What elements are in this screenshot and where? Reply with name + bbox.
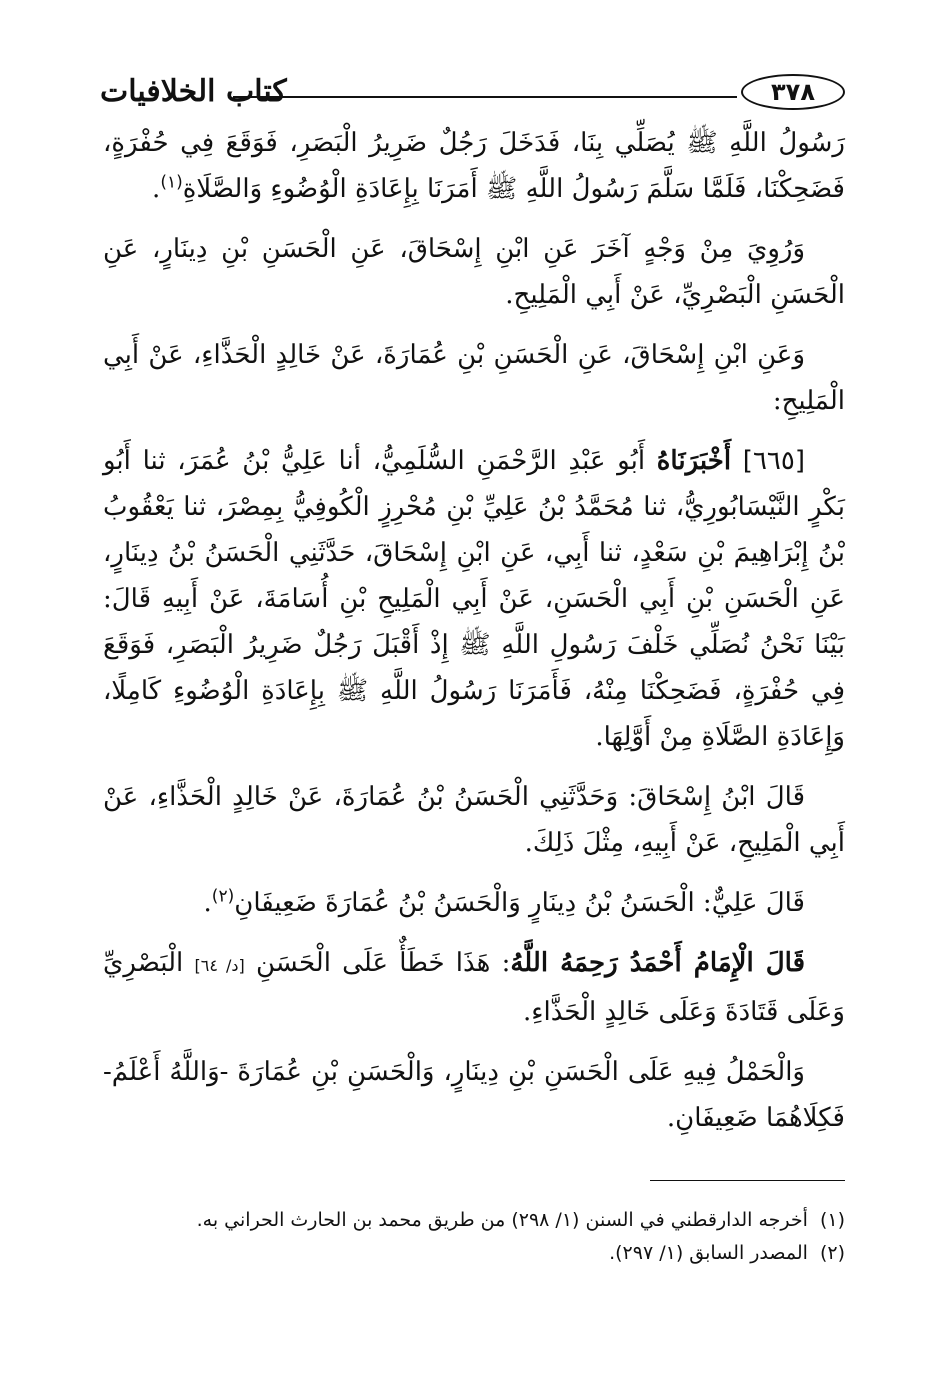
footnote — [103, 1237, 845, 1270]
book-title: كتاب الخلافيات — [100, 74, 287, 109]
paragraph — [103, 226, 845, 318]
paragraph-text: قَالَ عَلِيٌّ: الْحَسَنُ بْنُ دِينَارٍ وَالْحَسَنُ بْنُ عُمَارَةَ ضَعِيفَانِ — [234, 888, 805, 918]
hadith-paragraph — [103, 438, 845, 760]
footnote-marker: (١) — [160, 172, 183, 193]
page-header — [100, 72, 845, 116]
paragraph — [103, 332, 845, 424]
footnote-rule — [650, 1180, 845, 1181]
footnote-marker: (٢) — [211, 886, 235, 907]
paragraph — [103, 880, 845, 926]
page-number: ٣٧٨ — [741, 74, 845, 110]
footnote — [103, 1204, 845, 1237]
paragraph-text: وَرُوِيَ مِنْ وَجْهٍ آخَرَ عَنِ ابْنِ إِسْحَاقَ، عَنِ الْحَسَنِ بْنِ دِينَارٍ، عَنِ الْحَسَنِ الْبَصْرِيِّ، عَنْ أَبِي الْمَلِيحِ. — [103, 234, 845, 310]
footnote-label: (٢) — [819, 1242, 845, 1264]
paragraph-tail: . — [152, 174, 161, 204]
header-rule — [233, 96, 737, 98]
main-text — [103, 120, 845, 1155]
paragraph — [103, 940, 845, 1035]
footnote-text: أخرجه الدارقطني في السنن (١/ ٢٩٨) من طريق محمد بن الحارث الحراني به. — [196, 1209, 808, 1231]
paragraph — [103, 1049, 845, 1141]
footnote-text: المصدر السابق (١/ ٢٩٧). — [609, 1242, 808, 1264]
paragraph — [103, 774, 845, 866]
paragraph-tail: . — [203, 888, 212, 918]
paragraph-text: وَالْحَمْلُ فِيهِ عَلَى الْحَسَنِ بْنِ دِينَارٍ، وَالْحَسَنِ بْنِ عُمَارَةَ -وَاللَّهُ أَعْلَمُ- فَكِلَاهُمَا ضَعِيفَانِ. — [103, 1057, 845, 1133]
paragraph-text: أَبُو عَبْدِ الرَّحْمَنِ السُّلَمِيُّ، أنا عَلِيُّ بْنُ عُمَرَ، ثنا أَبُو بَكْرٍ النَّيْسَابُورِيُّ، ثنا مُحَمَّدُ بْنُ عَلِيِّ بْنِ مُحْرِزٍ الْكُوفِيُّ بِمِصْرَ، ثنا يَعْقُوبُ بْنُ إِبْرَاهِيمَ بْنِ سَعْدٍ، ثنا أَبِي، عَنِ ابْنِ إِسْحَاقَ، حَدَّثَنِي الْحَسَنُ بْنُ دِينَارٍ، عَنِ الْحَسَنِ بْنِ أَبِي الْحَسَنِ، عَنْ أَبِي الْمَلِيحِ بْنِ أُسَامَةَ، عَنْ أَبِيهِ قَالَ: بَيْنَا نَحْنُ نُصَلِّي خَلْفَ رَسُولِ اللَّهِ ﷺ إِذْ أَقْبَلَ رَجُلٌ ضَرِيرُ الْبَصَرِ، فَوَقَعَ فِي حُفْرَةٍ، فَضَحِكْنَا مِنْهُ، فَأَمَرَنَا رَسُولُ اللَّهِ ﷺ بِإِعَادَةِ الْوُضُوءِ كَامِلًا، وَإِعَادَةِ الصَّلَاةِ مِنْ أَوَّلِهَا. — [103, 446, 845, 752]
paragraph-text: الْبَصْرِيِّ وَعَلَى قَتَادَةَ وَعَلَى خَالِدٍ الْحَذَّاءِ. — [103, 948, 845, 1027]
paragraph-text: : هَذَا خَطَأٌ عَلَى الْحَسَنِ — [256, 948, 511, 978]
hadith-number: [٦٦٥] — [742, 446, 806, 476]
paragraph-text: وَعَنِ ابْنِ إِسْحَاقَ، عَنِ الْحَسَنِ بْنِ عُمَارَةَ، عَنْ خَالِدٍ الْحَذَّاءِ، عَنْ أَبِي الْمَلِيحِ: — [103, 340, 845, 416]
paragraph-lead: قَالَ الْإِمَامُ أَحْمَدُ رَحِمَهُ اللَّهُ — [510, 948, 805, 978]
paragraph-text: رَسُولُ اللَّهِ ﷺ يُصَلِّي بِنَا، فَدَخَلَ رَجُلٌ ضَرِيرُ الْبَصَرِ، فَوَقَعَ فِي حُفْرَةٍ، فَضَحِكْنَا، فَلَمَّا سَلَّمَ رَسُولُ اللَّهِ ﷺ أَمَرَنَا بِإِعَادَةِ الْوُضُوءِ وَالصَّلَاةِ — [103, 128, 845, 204]
footnote-label: (١) — [819, 1209, 845, 1231]
paragraph-text: قَالَ ابْنُ إِسْحَاقَ: وَحَدَّثَنِي الْحَسَنُ بْنُ عُمَارَةَ، عَنْ خَالِدٍ الْحَذَّاءِ، عَنْ أَبِي الْمَلِيحِ، عَنْ أَبِيهِ، مِثْلَ ذَلِكَ. — [103, 782, 845, 858]
paragraph — [103, 120, 845, 212]
footnotes — [103, 1204, 845, 1270]
manuscript-ref: [د/ ٦٤] — [194, 956, 245, 975]
hadith-lead: أَخْبَرَنَاهُ — [656, 446, 732, 476]
